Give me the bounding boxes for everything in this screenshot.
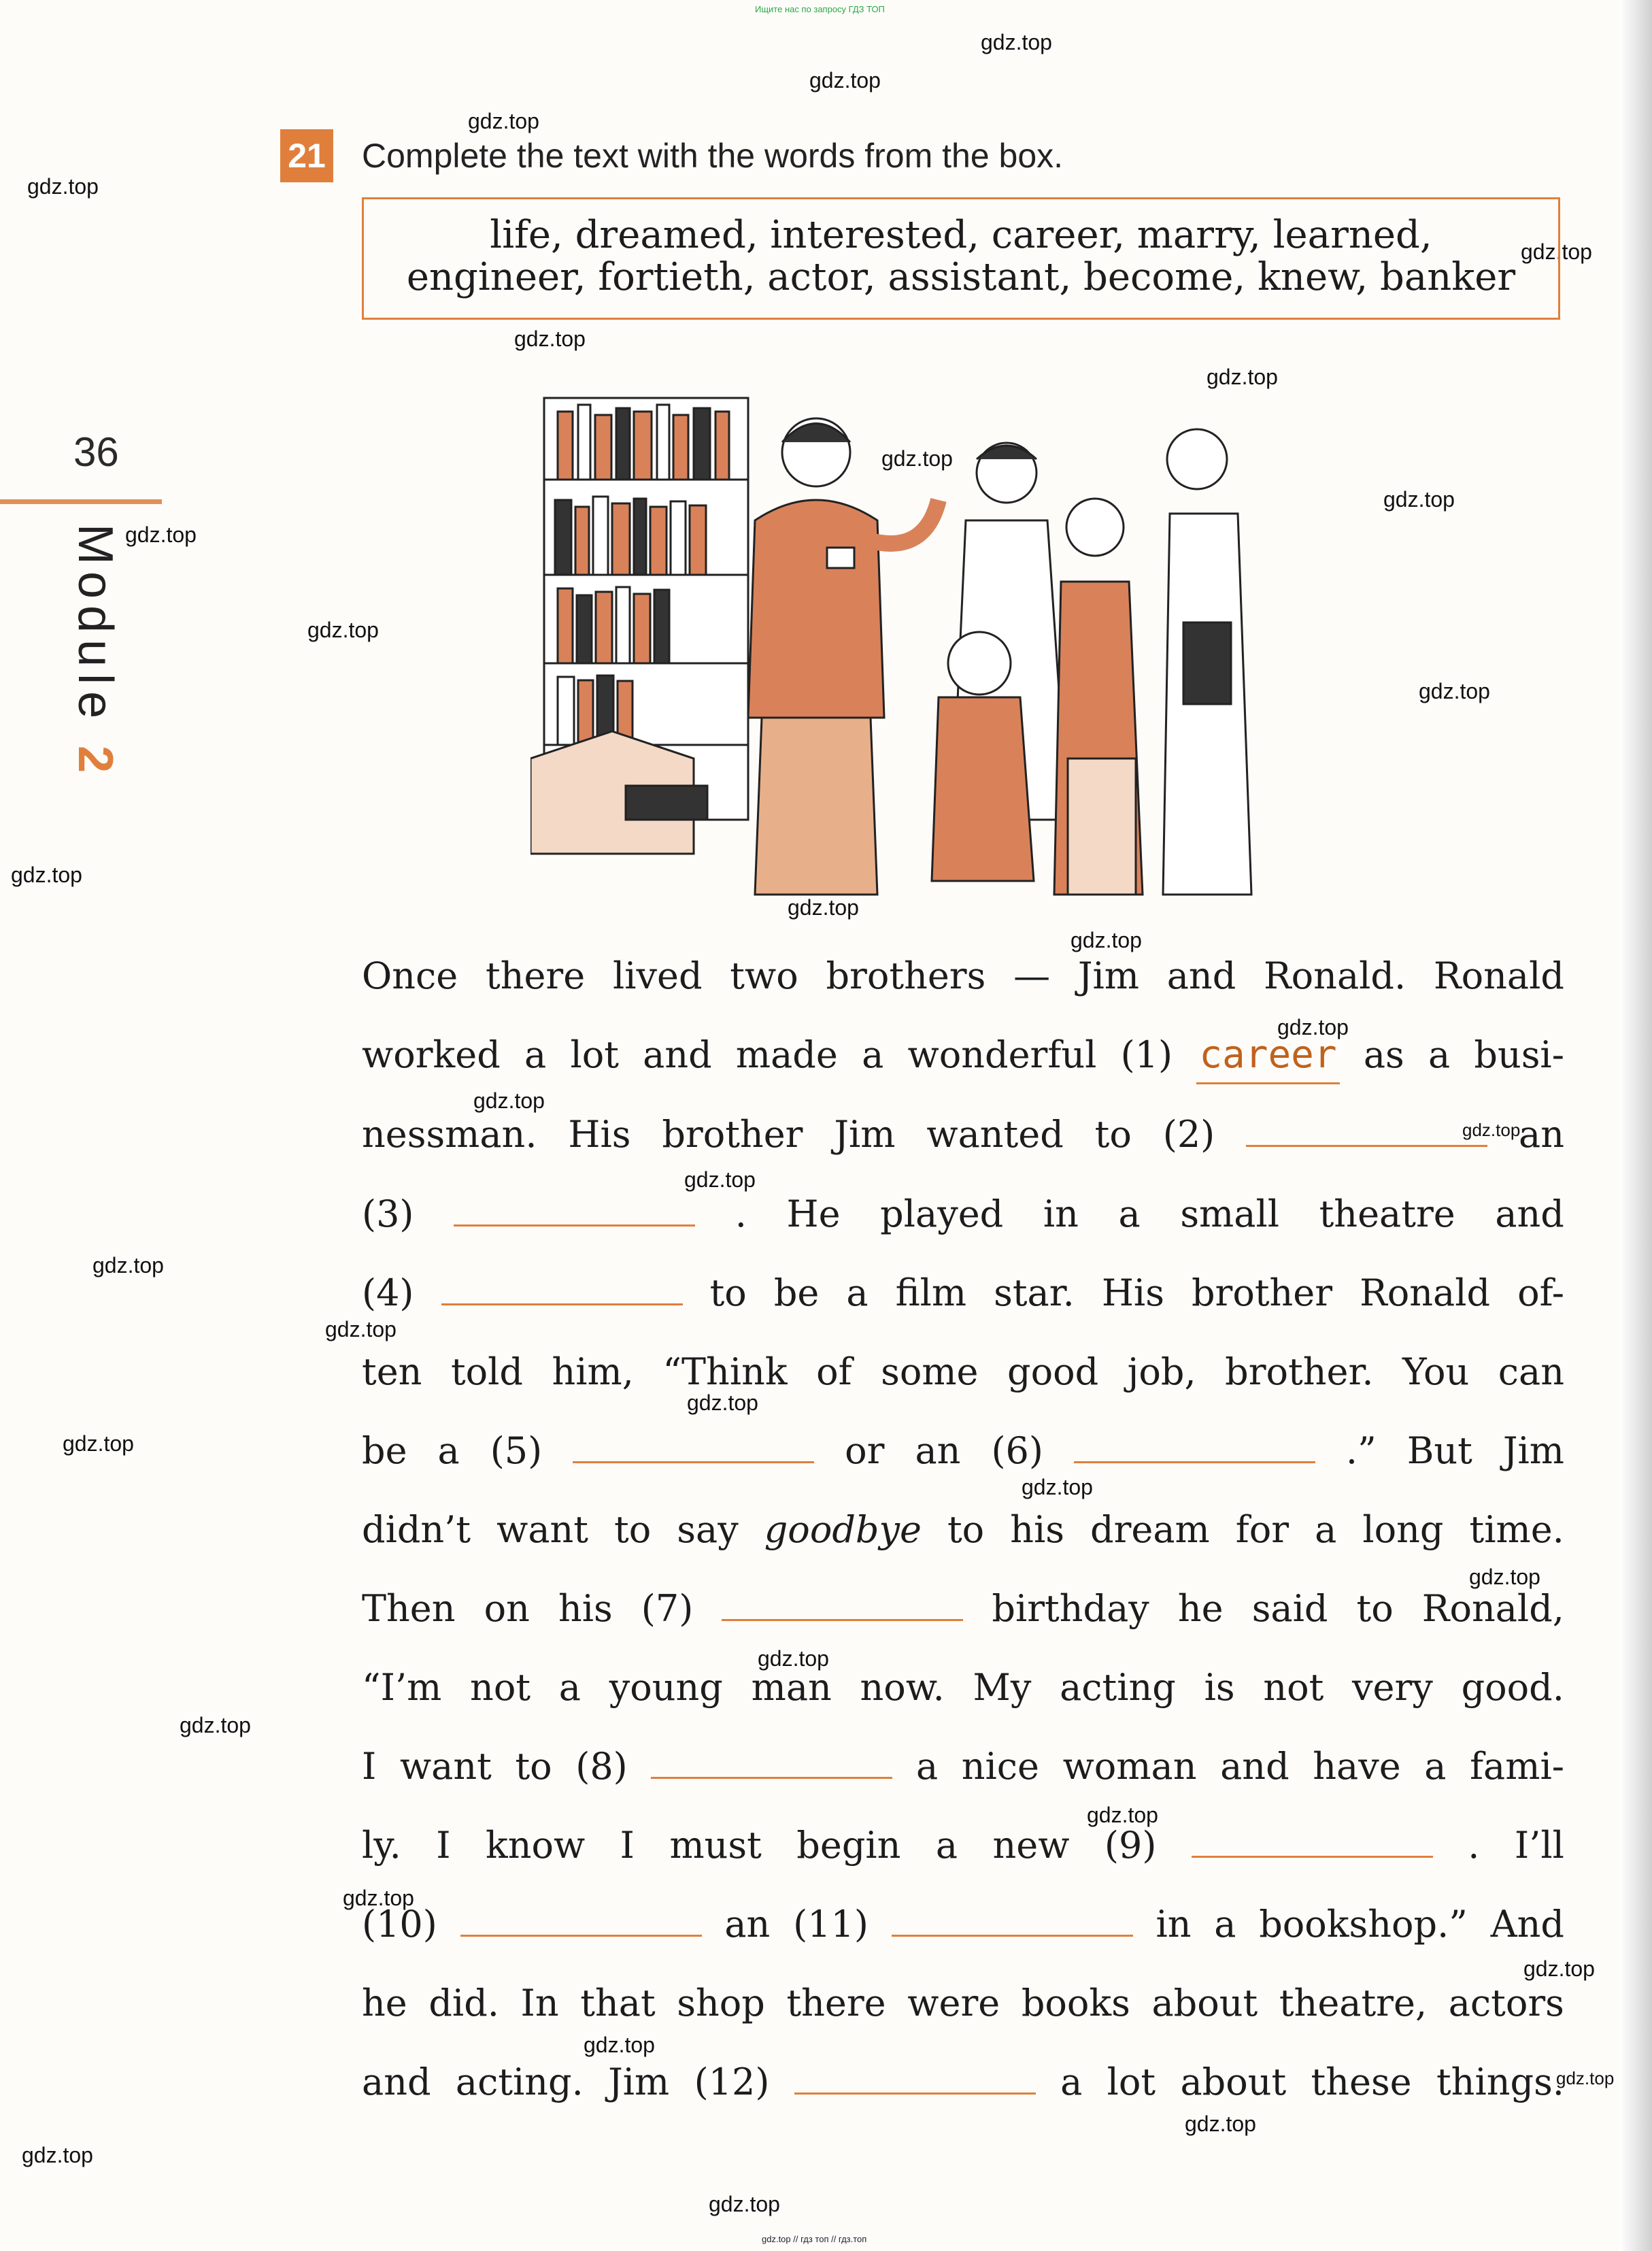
text-word: be [773,1271,820,1314]
text-word: there [486,954,586,997]
text-word: a [1428,1033,1451,1076]
text-word: lot [1107,2061,1156,2103]
text-word: as [1363,1033,1404,1076]
text-word: ten [362,1350,422,1393]
watermark: gdz.top [92,1253,164,1278]
word-box [362,197,1560,320]
text-word: did. [428,1982,499,2024]
watermark: gdz.top [1462,1120,1521,1140]
blank-4[interactable] [441,1273,683,1305]
exercise-instruction: Complete the text with the words from the box. [362,137,1064,175]
text-word: I [436,1824,451,1867]
text-word: small [1180,1193,1279,1235]
blank-5[interactable] [573,1431,814,1463]
text-line-10 [362,1661,1564,1715]
text-word: on [484,1587,530,1630]
text-word: that [580,1982,656,2024]
text-word: for [1235,1508,1289,1551]
watermark: gdz.top [788,895,859,920]
watermark: gdz.top [307,618,379,642]
text-word: two [730,954,798,997]
text-word: to [614,1508,652,1551]
text-word: Jim [1077,954,1139,997]
text-word: books [1021,1982,1130,2024]
text-word: He [786,1193,841,1235]
text-word: My [973,1666,1032,1709]
text-line-15 [362,2055,1564,2110]
text-word: Once [362,954,458,997]
text-word: acting. [455,2061,584,2103]
text-word: “I’m [362,1666,442,1709]
text-word: told [450,1350,523,1393]
text-word: I [620,1824,635,1867]
text-word: want [399,1745,492,1788]
text-word: can [1498,1350,1564,1393]
text-line-1 [362,949,1564,1003]
watermark: gdz.top [1185,2112,1256,2136]
text-word: job, [1127,1350,1196,1393]
blank-2[interactable] [1246,1115,1487,1147]
text-word: of [816,1350,852,1393]
text-word: You [1402,1350,1470,1393]
text-word: And [1490,1903,1564,1946]
text-word: a [935,1824,958,1867]
bookshop-illustration [530,378,1292,908]
text-word: a [1214,1903,1236,1946]
text-word: must [669,1824,762,1867]
text-word: didn’t [362,1508,471,1551]
text-word: I [362,1745,377,1788]
text-word: said [1251,1587,1328,1630]
text-line-3 [362,1107,1564,1162]
watermark: gdz.top [468,109,539,133]
text-word: acting [1060,1666,1176,1709]
watermark: gdz.top [1556,2068,1615,2088]
book-spine-shadow [1619,0,1652,2251]
text-word: worked [362,1033,501,1076]
text-word: shop [677,1982,765,2024]
text-word: theatre [1319,1193,1455,1235]
answer-1[interactable]: career [1196,1028,1339,1084]
text-word: nessman. [362,1113,537,1156]
text-word: In [520,1982,559,2024]
text-line-5 [362,1266,1564,1320]
blank-8[interactable] [651,1747,892,1779]
top-watermark-strip: Ищите нас по запросу ГДЗ ТОП [755,4,885,14]
text-word: film [895,1271,967,1314]
text-word: His [1101,1271,1164,1314]
text-word: brothers [826,954,986,997]
watermark: gdz.top [684,1167,756,1192]
text-word: things. [1436,2061,1564,2103]
text-word: ly. [362,1824,401,1867]
text-word: to [1356,1587,1394,1630]
text-line-13 [362,1897,1564,1952]
text-word: (5) [490,1429,543,1472]
text-word: fami- [1470,1745,1564,1788]
bottom-watermark-strip: gdz.top // гдз топ // гдз.топ [762,2234,867,2244]
watermark: gdz.top [809,68,881,93]
text-word: (3) [362,1193,414,1235]
text-word: his [558,1587,613,1630]
word-box-line-2: engineer, fortieth, actor, assistant, become, knew, banker [406,255,1516,299]
watermark: gdz.top [1469,1565,1540,1589]
text-word: an [1519,1113,1564,1156]
text-word: time. [1469,1508,1564,1551]
blank-9[interactable] [1192,1826,1433,1858]
text-word: (8) [575,1745,628,1788]
text-word: know [486,1824,586,1867]
text-word: . [735,1193,747,1235]
blank-12[interactable] [794,2063,1036,2095]
text-word: But [1406,1429,1472,1472]
text-word: (1) [1120,1033,1173,1076]
text-word: (10) [362,1903,437,1946]
text-line-14 [362,1976,1564,2031]
blank-7[interactable] [722,1589,963,1621]
page-number-rule [0,499,162,504]
watermark: gdz.top [1523,1956,1595,1981]
text-word: actors [1448,1982,1564,2024]
text-word: goodbye [764,1508,922,1551]
bookshelf [530,398,748,854]
watermark: gdz.top [343,1886,414,1910]
watermark: gdz.top [11,863,82,887]
text-word: good [1007,1350,1099,1393]
text-word: or [845,1429,885,1472]
text-line-7 [362,1424,1564,1478]
text-word: busi- [1474,1033,1564,1076]
watermark: gdz.top [1022,1475,1093,1499]
text-word: Jim [608,2061,670,2103]
watermark: gdz.top [709,2192,780,2216]
watermark: gdz.top [1071,928,1142,952]
text-word: long [1362,1508,1444,1551]
text-word: a [1060,2061,1083,2103]
text-word: and [1220,1745,1289,1788]
text-word: man [751,1666,832,1709]
text-word: Jim [834,1113,896,1156]
watermark: gdz.top [584,2033,655,2057]
text-line-11 [362,1739,1564,1794]
module-word: Module [68,524,122,726]
text-word: about [1151,1982,1258,2024]
watermark: gdz.top [63,1431,134,1456]
watermark: gdz.top [22,2143,93,2167]
text-word: (11) [793,1903,869,1946]
text-word: an [724,1903,771,1946]
blank-11[interactable] [892,1905,1133,1937]
text-word: made [735,1033,838,1076]
text-word: to [947,1508,985,1551]
text-word: brother. [1225,1350,1374,1393]
watermark: gdz.top [758,1646,829,1671]
text-word: played [880,1193,1004,1235]
text-word: not [1263,1666,1324,1709]
blank-10[interactable] [460,1905,702,1937]
text-word: and [643,1033,712,1076]
blank-3[interactable] [454,1195,695,1227]
text-word: very [1352,1666,1433,1709]
exercise-number-badge: 21 [280,129,333,182]
watermark: gdz.top [1277,1015,1349,1039]
text-line-12 [362,1818,1564,1873]
text-word: Ronald [1360,1271,1491,1314]
text-word: brother [1191,1271,1333,1314]
text-word: now. [860,1666,945,1709]
text-word: want [496,1508,588,1551]
text-word: about [1180,2061,1287,2103]
watermark: gdz.top [1521,239,1592,264]
text-word: . [1468,1824,1480,1867]
text-word: a [1424,1745,1447,1788]
text-word: and [362,2061,431,2103]
text-word: nice [961,1745,1039,1788]
text-word: Jim [1502,1429,1564,1472]
word-box-line-1: life, dreamed, interested, career, marry, learned, [490,213,1432,257]
text-word: Ronald. [1264,954,1406,997]
text-word: a [524,1033,547,1076]
watermark: gdz.top [1383,487,1455,512]
text-word: he [362,1982,407,2024]
text-word: were [907,1982,1000,2024]
text-word: in [1156,1903,1192,1946]
watermark: gdz.top [881,446,953,471]
text-word: begin [796,1824,901,1867]
text-word: not [470,1666,531,1709]
text-word: a [915,1745,939,1788]
text-word: and [1495,1193,1564,1235]
text-word: His [568,1113,631,1156]
watermark: gdz.top [1087,1803,1158,1827]
text-word: is [1204,1666,1235,1709]
text-word: him, [552,1350,634,1393]
text-word: a [558,1666,581,1709]
text-word: in [1043,1193,1079,1235]
text-line-6 [362,1345,1564,1399]
watermark: gdz.top [514,327,586,351]
text-word: .” [1345,1429,1377,1472]
text-word: (6) [991,1429,1043,1472]
text-word: Then [362,1587,456,1630]
text-word: say [677,1508,739,1551]
text-word: new [992,1824,1070,1867]
text-word: a [1315,1508,1337,1551]
text-word: to [1094,1113,1132,1156]
text-word: “Think [662,1350,788,1393]
module-label [68,524,122,823]
watermark: gdz.top [325,1317,397,1341]
watermark: gdz.top [125,522,197,547]
text-word: a [846,1271,869,1314]
text-word: woman [1062,1745,1197,1788]
text-word: (7) [641,1587,694,1630]
text-word: to [515,1745,552,1788]
text-word: dream [1090,1508,1210,1551]
text-word: I’ll [1514,1824,1564,1867]
module-number: 2 [68,746,122,780]
text-word: (4) [362,1271,414,1314]
text-word: to [709,1271,747,1314]
text-word: some [881,1350,979,1393]
text-word: lot [570,1033,619,1076]
text-word: an [915,1429,961,1472]
text-word: Ronald [1433,954,1564,997]
watermark: gdz.top [687,1390,758,1415]
text-word: there [786,1982,886,2024]
watermark: gdz.top [1207,365,1278,389]
shop-assistant-figure [748,418,939,895]
text-word: have [1313,1745,1401,1788]
text-word: theatre, [1279,1982,1428,2024]
text-line-4 [362,1187,1564,1241]
text-line-8 [362,1503,1564,1557]
text-word: (9) [1104,1824,1157,1867]
watermark: gdz.top [473,1088,545,1113]
text-word: a [1118,1193,1141,1235]
text-word: (12) [694,2061,770,2103]
text-word: good. [1461,1666,1564,1709]
text-word: young [609,1666,723,1709]
text-word: lived [612,954,703,997]
text-word: Ronald, [1421,1587,1564,1630]
text-word: a [862,1033,884,1076]
text-word: he [1177,1587,1224,1630]
text-word: these [1311,2061,1412,2103]
text-word: his [1010,1508,1064,1551]
text-word: of- [1517,1271,1564,1314]
watermark: gdz.top [1419,679,1490,703]
blank-6[interactable] [1074,1431,1315,1463]
text-line-9 [362,1582,1564,1636]
customers-group [932,429,1251,895]
watermark: gdz.top [981,30,1052,54]
text-word: wonderful [907,1033,1097,1076]
text-word: (2) [1162,1113,1215,1156]
text-word: be [362,1429,407,1472]
text-word: birthday [992,1587,1149,1630]
text-word: bookshop.” [1259,1903,1468,1946]
text-word: brother [662,1113,803,1156]
text-word: star. [994,1271,1075,1314]
text-word: a [437,1429,460,1472]
text-word: — [1013,954,1051,997]
page-number: 36 [73,429,119,475]
text-word: and [1166,954,1236,997]
text-word: wanted [926,1113,1064,1156]
watermark: gdz.top [180,1713,251,1737]
text-line-2 [362,1028,1564,1082]
watermark: gdz.top [27,174,99,199]
